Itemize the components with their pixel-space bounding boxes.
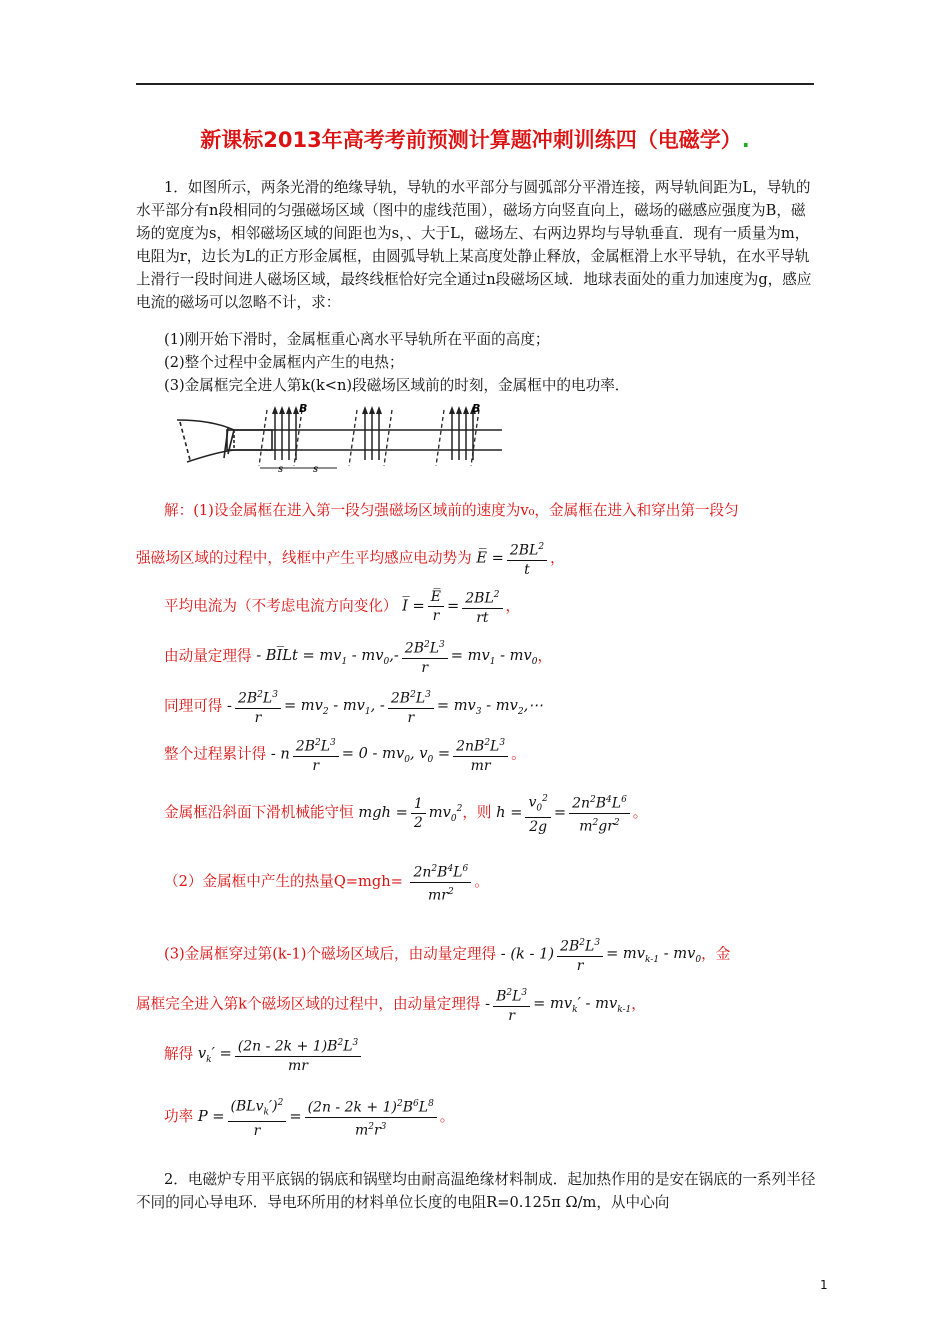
q1-sub2: (2)整个过程中金属框内产生的电热； <box>164 354 404 371</box>
fig-label-s1: s <box>278 464 284 472</box>
q2-stem: 2．电磁炉专用平底锅的锅底和锅壁均由耐高温绝缘材料制成．起加热作用的是安在锅底的一系列半径不同的同心导电环．导电环所用的材料单位长度的电阻R=0.125π Ω/m，从中心向 <box>136 1171 816 1211</box>
sol-line-4: 同理可得 - $\frac{2B^2L^3}{r}$ = $mv_2 - mv_1$, - $\frac{2B^2L^3}{r}$ = $mv_3$ - $mv_2,\cdots$ <box>164 686 543 727</box>
sol-line-11: 功率 P = $\frac{(BLv_k')^2}{r}$ = $\frac{(2n - 2k + 1)^2B^6L^8}{m^2r^3}$ 。 <box>164 1094 454 1140</box>
q1-sub1: (1)刚开始下滑时，金属框重心离水平导轨所在平面的高度； <box>164 331 550 348</box>
sol-line-1b: 强磁场区域的过程中，线框中产生平均感应电动势为 E̅ = $\frac{2BL^2}{t}$ ， <box>136 538 565 579</box>
fig-label-s2: s <box>313 464 319 472</box>
header-rule <box>136 83 814 85</box>
sol-line-8: (3)金属框穿过第(k-1)个磁场区域后，由动量定理得 - (k - 1) $\frac{2B^2L^3}{r}$ = $mv_{k-1} - mv_0$，金 <box>164 934 730 975</box>
sol-line-5: 整个过程累计得 - n $\frac{2B^2L^3}{r}$ = $0 - mv_0$, $v_0$ = $\frac{2nB^2L^3}{mr}$ 。 <box>164 734 526 775</box>
page-number: 1 <box>820 1278 828 1292</box>
sol-line-3: 由动量定理得 - BI̅Lt = $mv_1 - mv_0,-$ $\frac{2B^2L^3}{r}$ = $mv_1 - mv_0$， <box>164 636 552 677</box>
q1-sub3: (3)金属框完全进人第k(k<n)段磁场区域前的时刻，金属框中的电功率． <box>164 377 630 394</box>
q1-stem: 1．如图所示，两条光滑的绝缘导轨，导轨的水平部分与圆弧部分平滑连接，两导轨间距为L，导轨的水平部分有n段相同的匀强磁场区域（图中的虚线范围），磁场方向竖直向上，磁场的磁感应强度为B，磁场的宽度为s，相邻磁场区域的间距也为s，、大于L，磁场左、右两边界均与导轨垂直．现有一质量为m，电阻为r，边长为L的正方形金属框，由圆弧导轨上某高度处静止释放，金属框滑上水平导轨，在水平导轨上滑行一段时间进人磁场区域，最终线框恰好完全通过n段磁场区域．地球表面处的重力加速度为g，感应电流的磁场可以忽略不计，求： <box>136 179 812 311</box>
sol-line-6: 金属框沿斜面下滑机械能守恒 mgh = $\frac{1}{2}$ $mv_0^2$，则 h = $\frac{v_0^2}{2g}$ = $\frac{2n^2B^4L^6}{m^2gr^2}$ 。 <box>164 790 647 836</box>
sol-line-10: 解得 $v_k'$ = $\frac{(2n - 2k + 1)B^2L^3}{mr}$ <box>164 1034 364 1075</box>
fig-label-b1: B <box>299 402 308 415</box>
sol-line-1a: 解：(1)设金属框在进入第一段匀强磁场区域前的速度为v₀，金属框在进入和穿出第一段匀 <box>164 502 739 519</box>
sol-line-9: 属框完全进入第k个磁场区域的过程中，由动量定理得 - $\frac{B^2L^3}{r}$ = $mv_k' - mv_{k-1}$， <box>136 984 646 1025</box>
fig-label-b2: B <box>472 402 481 415</box>
sol-line-2: 平均电流为（不考虑电流方向变化） I̅ = $\frac{E̅}{r}$ = $\frac{2BL^2}{rt}$ ， <box>164 586 520 627</box>
page-title: 新课标2013年高考考前预测计算题冲刺训练四（电磁学）. <box>200 128 750 152</box>
rail-figure <box>172 400 502 472</box>
sol-line-7: （2）金属框中产生的热量Q=mgh= $\frac{2n^2B^4L^6}{mr^2}$ 。 <box>164 860 489 904</box>
